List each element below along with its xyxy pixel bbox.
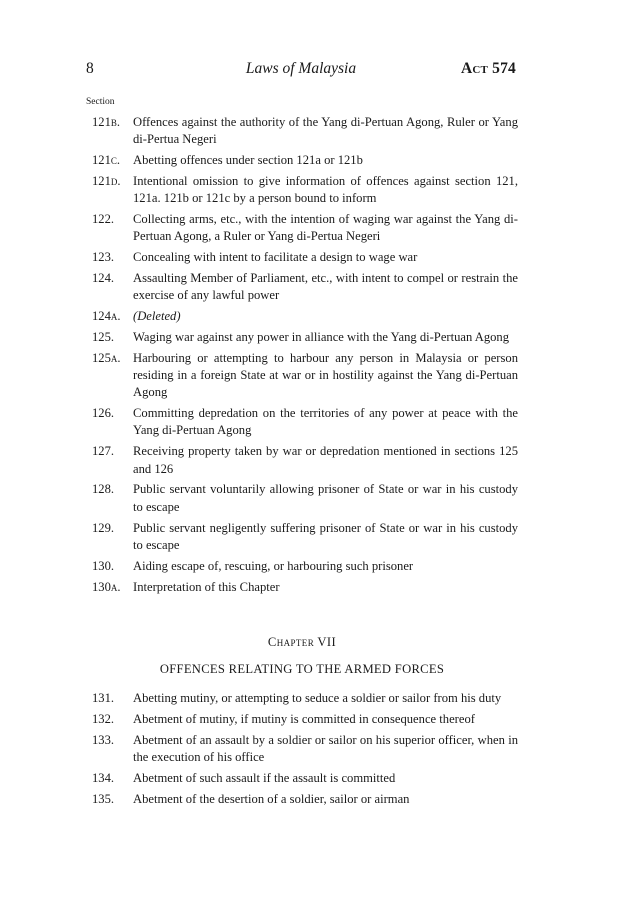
section-title: Intentional omission to give information of offences against section 121, 121a. 121b or 121c by a person bound to inform (133, 173, 518, 206)
section-entry (86, 520, 518, 554)
section-title: (Deleted) (133, 309, 181, 324)
section-title: Abetment of the desertion of a soldier, sailor or airman (133, 791, 410, 806)
section-number: 121b. (92, 115, 121, 129)
section-entry (86, 308, 518, 325)
section-number: 131. (92, 691, 115, 705)
section-number: 121d. (92, 173, 121, 188)
section-entry (86, 770, 518, 787)
section-title: Abetment of mutiny, if mutiny is committed in consequence thereof (133, 711, 475, 726)
section-entry (86, 173, 518, 207)
section-entry (86, 791, 518, 808)
section-entry (86, 350, 518, 402)
section-number: 127. (92, 444, 115, 459)
section-entry (86, 690, 518, 707)
section-title: Public servant negligently suffering prisoner of State or war in his custody to escape (133, 520, 518, 552)
section-entry (86, 152, 518, 169)
running-title: Laws of Malaysia (245, 60, 357, 77)
section-entry (86, 114, 518, 148)
section-title: Waging war against any power in alliance with the Yang di-Pertuan Agong (133, 330, 510, 345)
page-header (86, 60, 516, 82)
section-entry (86, 711, 518, 728)
section-title: Aiding escape of, rescuing, or harbouring such prisoner (133, 558, 414, 573)
section-entry (86, 270, 518, 304)
section-number: 133. (92, 732, 115, 747)
section-title: Abetment of such assault if the assault is committed (133, 770, 396, 785)
section-number: 123. (92, 250, 115, 265)
section-number: 135. (92, 791, 115, 806)
section-title: Receiving property taken by war or depredation mentioned in sections 125 and 126 (133, 444, 518, 476)
section-number: 134. (92, 770, 115, 785)
section-number: 122. (92, 212, 115, 227)
section-number: 125. (92, 330, 115, 345)
section-list (86, 114, 518, 599)
section-entry (86, 329, 518, 346)
section-number: 121c. (92, 153, 121, 168)
section-entry (86, 579, 518, 596)
section-number: 125a. (92, 350, 121, 365)
page-number: 8 (86, 60, 94, 77)
section-title: Abetting mutiny, or attempting to seduce a soldier or sailor from his duty (133, 691, 502, 705)
section-number: 126. (92, 406, 115, 421)
section-number: 128. (92, 482, 115, 497)
section-entry (86, 249, 518, 266)
section-number: 130. (92, 558, 115, 573)
section-number: 130a. (92, 579, 121, 594)
section-title: Abetment of an assault by a soldier or sailor on his superior officer, when in the execution of his office (133, 732, 518, 764)
section-title: Offences against the authority of the Yang di-Pertuan Agong, Ruler or Yang di-Pertua Negeri (133, 115, 518, 147)
section-entry (86, 443, 518, 477)
section-number: 124a. (92, 309, 121, 324)
section-title: Interpretation of this Chapter (133, 579, 280, 594)
act-number: Act 574 (461, 60, 516, 77)
section-column-label: Section (86, 97, 115, 107)
section-number: 124. (92, 271, 115, 286)
section-title: Abetting offences under section 121a or 121b (133, 153, 363, 168)
section-number: 129. (92, 520, 115, 535)
chapter-label: Chapter VII (267, 635, 337, 649)
chapter-heading: OFFENCES RELATING TO THE ARMED FORCES (159, 662, 445, 676)
section-title: Collecting arms, etc., with the intention of waging war against the Yang di-Pertuan Agong, a Ruler or Yang di-Pertua Negeri (133, 212, 518, 244)
section-title: Committing depredation on the territories of any power at peace with the Yang di-Pertuan Agong (133, 406, 518, 438)
section-title: Concealing with intent to facilitate a design to wage war (133, 250, 418, 265)
section-entry (86, 405, 518, 439)
section-entry (86, 732, 518, 766)
section-entry (86, 211, 518, 245)
section-title: Harbouring or attempting to harbour any person in Malaysia or person residing in a foreign State at war or in hostility against the Yang di-Pertuan Agong (133, 350, 518, 400)
section-entry (86, 558, 518, 575)
chapter-section-list (86, 690, 518, 812)
section-title: Assaulting Member of Parliament, etc., with intent to compel or restrain the exercise of any lawful power (133, 271, 518, 303)
section-title: Public servant voluntarily allowing prisoner of State or war in his custody to escape (133, 482, 518, 514)
section-number: 132. (92, 711, 115, 726)
section-entry (86, 481, 518, 515)
